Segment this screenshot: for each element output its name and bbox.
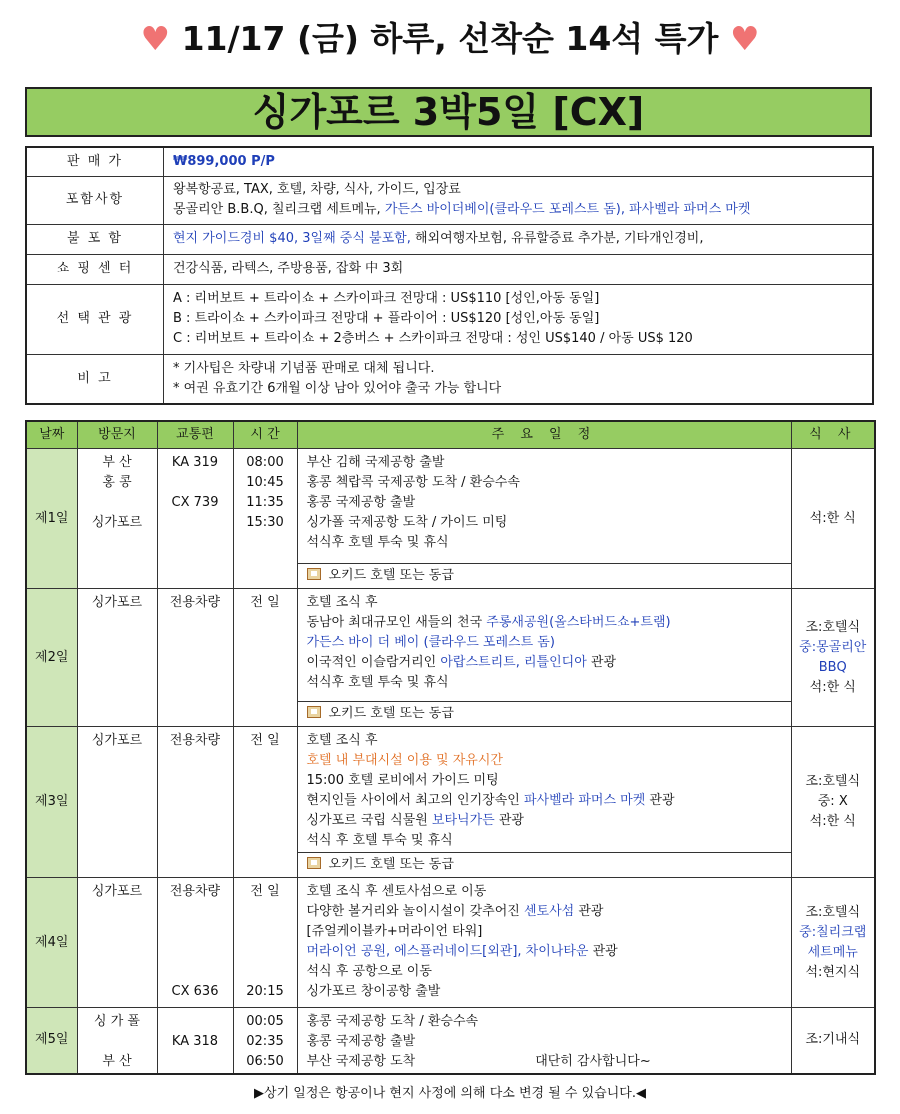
day-1-itinerary: 부산 김해 국제공항 출발 홍콩 첵랍콕 국제공항 도착 / 환승수속 홍콩 국제공항 출발 싱가폴 국제공항 도착 / 가이드 미팅 석식후 호텔 투숙 및 휴식 xyxy=(297,449,791,564)
day-5-label: 제5일 xyxy=(26,1008,77,1074)
day-1-hotel: 오키드 호텔 또는 동급 xyxy=(297,564,791,589)
day-4-meal: 조:호텔식 중:칠리크랩 세트메뉴 석:현지식 xyxy=(791,878,875,1008)
price-label: 판 매 가 xyxy=(26,147,164,176)
day-4-itinerary: 호텔 조식 후 센토사섬으로 이동 다양한 볼거리와 놀이시설이 갖추어진 센토사섬 관광 [쥬얼케이블카+머라이언 타워] 머라이언 공원, 에스플러네이드[외관], 차이나타운 관광 석식 후 공항으로 이동 싱가포르 창이공항 출발 xyxy=(297,878,791,1008)
excluded-label: 불 포 함 xyxy=(26,224,164,254)
day-4-place: 싱가포르 xyxy=(77,878,157,1008)
excluded-row xyxy=(26,224,873,254)
promo-headline-text: 11/17 (금) 하루, 선착순 14석 특가 xyxy=(181,19,719,58)
shopping-label: 쇼 핑 센 터 xyxy=(26,254,164,284)
thanks-text: 대단히 감사합니다~ xyxy=(535,1054,651,1069)
day-4-row xyxy=(26,878,875,1008)
remarks-label: 비 고 xyxy=(26,354,164,404)
hotel-icon xyxy=(307,568,321,580)
heart-icon: ♥ xyxy=(729,19,760,58)
remarks-line-1: * 기사팁은 차량내 기념품 판매로 대체 됩니다. xyxy=(173,360,435,376)
day-5-places: 싱 가 폴 부 산 xyxy=(77,1008,157,1074)
day-2-itinerary: 호텔 조식 후 동남아 최대규모인 새들의 천국 주롱새공원(올스타버드쇼+트램) 가든스 바이 더 베이 (클라우드 포레스트 돔) 이국적인 이슬람거리인 아랍스트리트, 리틀인디아 관광 석식후 호텔 투숙 및 휴식 xyxy=(297,589,791,702)
header-transport: 교통편 xyxy=(157,421,233,449)
day-1-places: 부 산 홍 콩 싱가포르 xyxy=(77,449,157,589)
tour-title: 싱가포르 3박5일 [CX] xyxy=(25,87,872,137)
day-5-itinerary: 홍콩 국제공항 도착 / 환승수속 홍콩 국제공항 출발 부산 국제공항 도착 대단히 감사합니다~ xyxy=(297,1008,791,1074)
optional-tour-b: B : 트라이쇼 + 스카이파크 전망대 + 플라이어 : US$120 [성인,아동 동일] xyxy=(173,311,600,326)
header-day: 날짜 xyxy=(26,421,77,449)
promo-headline xyxy=(0,14,900,64)
header-itinerary: 주 요 일 정 xyxy=(297,421,791,449)
hotel-icon xyxy=(307,706,321,718)
day-1-meal: 석:한 식 xyxy=(791,449,875,589)
day-3-meal: 조:호텔식 중: X 석:한 식 xyxy=(791,727,875,878)
day-5-row xyxy=(26,1008,875,1074)
included-row xyxy=(26,176,873,224)
itinerary-header-row xyxy=(26,421,875,449)
day-4-time: 전 일 20:15 xyxy=(233,878,297,1008)
optional-tour-label: 선 택 관 광 xyxy=(26,284,164,354)
day-2-hotel: 오키드 호텔 또는 동급 xyxy=(297,702,791,727)
day-2-place: 싱가포르 xyxy=(77,589,157,727)
itinerary-table xyxy=(25,420,876,1075)
price-row xyxy=(26,147,873,176)
optional-tour-a: A : 리버보트 + 트라이쇼 + 스카이파크 전망대 : US$110 [성인,아동 동일] xyxy=(173,291,600,306)
day-3-place: 싱가포르 xyxy=(77,727,157,878)
header-place: 방문지 xyxy=(77,421,157,449)
day-1-row xyxy=(26,449,875,564)
included-line-2: 몽골리안 B.B.Q, 칠리크랩 세트메뉴, 가든스 바이더베이(클라우드 포레스트 돔), 파사벨라 파머스 마켓 xyxy=(173,202,751,217)
day-2-label: 제2일 xyxy=(26,589,77,727)
optional-tour-row xyxy=(26,284,873,354)
remarks-row xyxy=(26,354,873,404)
day-3-hotel: 오키드 호텔 또는 동급 xyxy=(297,853,791,878)
day-2-row xyxy=(26,589,875,702)
day-1-label: 제1일 xyxy=(26,449,77,589)
day-4-label: 제4일 xyxy=(26,878,77,1008)
header-meal: 식 사 xyxy=(791,421,875,449)
optional-tour-c: C : 리버보트 + 트라이쇼 + 2층버스 + 스카이파크 전망대 : 성인 US$140 / 아동 US$ 120 xyxy=(173,331,693,346)
tour-info-table xyxy=(25,146,874,405)
price-value: ₩899,000 P/P xyxy=(164,147,874,176)
remarks-line-2: * 여권 유효기간 6개월 이상 남아 있어야 출국 가능 합니다 xyxy=(173,380,502,396)
day-2-transport: 전용차량 xyxy=(157,589,233,727)
day-2-time: 전 일 xyxy=(233,589,297,727)
heart-icon: ♥ xyxy=(140,19,171,58)
day-4-transport: 전용차량 CX 636 xyxy=(157,878,233,1008)
header-time: 시 간 xyxy=(233,421,297,449)
day-5-transport: KA 318 xyxy=(157,1008,233,1074)
excluded-value: 현지 가이드경비 $40, 3일째 중식 불포함, 해외여행자보험, 유류할증료 추가분, 기타개인경비, xyxy=(164,224,874,254)
day-3-itinerary: 호텔 조식 후 호텔 내 부대시설 이용 및 자유시간 15:00 호텔 로비에서 가이드 미팅 현지인들 사이에서 최고의 인기장속인 파사벨라 파머스 마켓 관광 싱가포르 국립 식물원 보타닉가든 관광 석식 후 호텔 투숙 및 휴식 xyxy=(297,727,791,853)
included-label: 포함사항 xyxy=(26,176,164,224)
included-line-1: 왕복항공료, TAX, 호텔, 차량, 식사, 가이드, 입장료 xyxy=(173,182,461,197)
footnote: ▶상기 일정은 항공이나 현지 사정에 의해 다소 변경 될 수 있습니다.◀ xyxy=(254,1086,646,1101)
shopping-value: 건강식품, 라텍스, 주방용품, 잡화 中 3회 xyxy=(164,254,874,284)
day-2-meal: 조:호텔식 중:몽골리안 BBQ 석:한 식 xyxy=(791,589,875,727)
shopping-row xyxy=(26,254,873,284)
day-5-times: 00:05 02:35 06:50 xyxy=(233,1008,297,1074)
day-3-label: 제3일 xyxy=(26,727,77,878)
day-5-meal: 조:기내식 xyxy=(791,1008,875,1074)
day-3-transport: 전용차량 xyxy=(157,727,233,878)
day-1-times: 08:00 10:45 11:35 15:30 xyxy=(233,449,297,589)
hotel-icon xyxy=(307,857,321,869)
day-1-transport: KA 319 CX 739 xyxy=(157,449,233,589)
day-3-time: 전 일 xyxy=(233,727,297,878)
day-3-row xyxy=(26,727,875,853)
